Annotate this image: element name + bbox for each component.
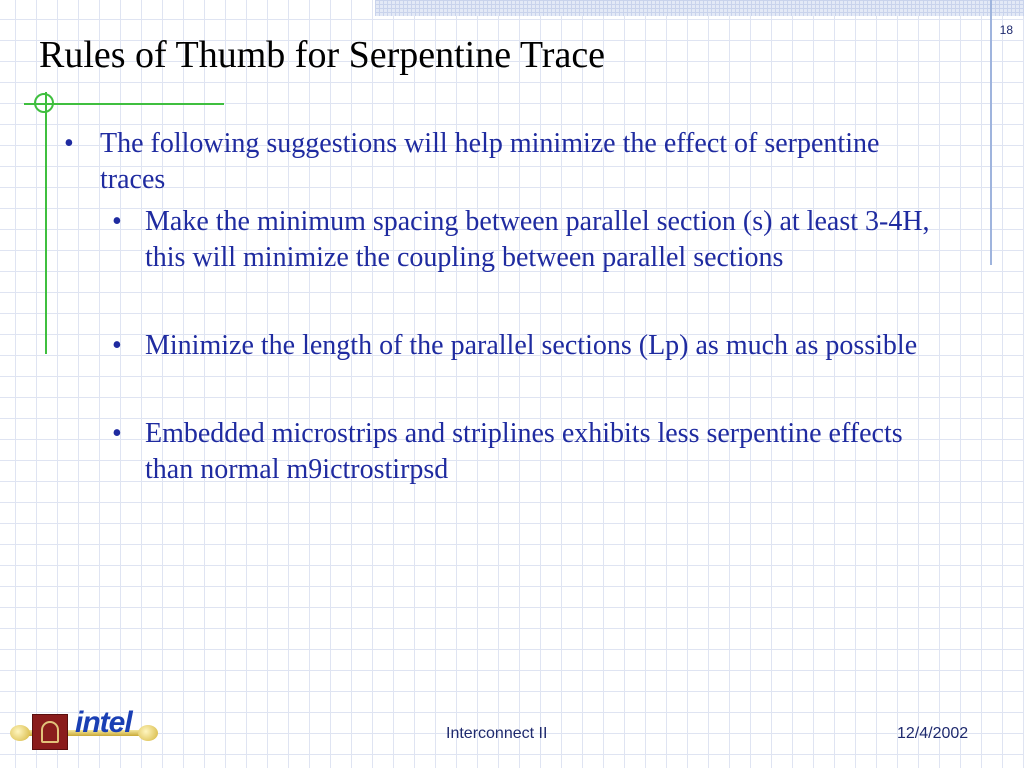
- corner-circle-ornament: [34, 93, 54, 113]
- title-underline-rule: [24, 103, 224, 105]
- sub-bullet-length: [60, 328, 940, 364]
- left-vertical-rule: [45, 92, 47, 354]
- intel-logo: intel: [75, 706, 132, 739]
- sub-bullet-spacing: [60, 204, 940, 276]
- bullet-main: [60, 126, 940, 198]
- sub-bullet-text: Make the minimum spacing between parallel section (s) at least 3-4H, this will minimize the coupling between parallel sections: [145, 206, 930, 273]
- sub-bullet-text: Embedded microstrips and striplines exhibits less serpentine effects than normal m9ictrostirpsd: [145, 418, 903, 485]
- logo-rod-cap-right: [138, 725, 158, 741]
- slide-body: [60, 126, 940, 488]
- right-vertical-rule: [990, 0, 992, 265]
- slide-number: 18: [999, 23, 1013, 37]
- footer-logo: [6, 706, 156, 756]
- bullet-dot-icon: •: [112, 330, 122, 361]
- footer-course-title: Interconnect II: [446, 725, 548, 742]
- sub-bullet-text: Minimize the length of the parallel sections (Lp) as much as possible: [145, 330, 918, 361]
- logo-rod-cap-left: [10, 725, 30, 741]
- top-decorative-band: [375, 0, 1024, 16]
- bullet-main-text: The following suggestions will help minimize the effect of serpentine traces: [100, 128, 880, 195]
- bullet-dot-icon: •: [64, 128, 74, 159]
- slide-title: Rules of Thumb for Serpentine Trace: [39, 34, 606, 76]
- bullet-dot-icon: •: [112, 206, 122, 237]
- footer-date: 12/4/2002: [897, 725, 969, 742]
- university-seal-icon: [32, 714, 68, 750]
- bullet-dot-icon: •: [112, 418, 122, 449]
- sub-bullet-embedded: [60, 416, 940, 488]
